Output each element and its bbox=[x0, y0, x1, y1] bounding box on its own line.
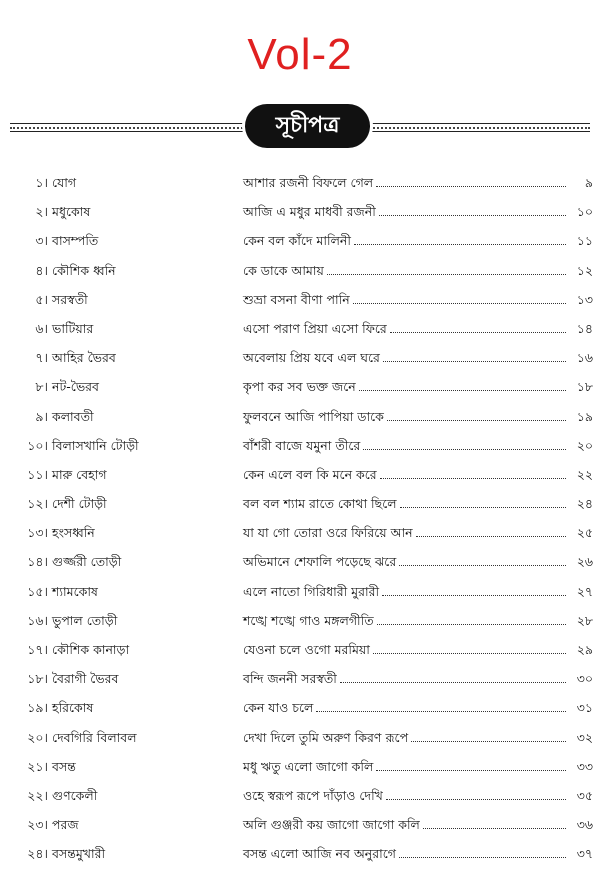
song-title: আজি এ মধুর মাধবী রজনী bbox=[243, 204, 376, 220]
raga-name: বসন্ত bbox=[52, 758, 76, 774]
song-title: বাঁশরী বাজে যমুনা তীরে bbox=[243, 437, 361, 453]
page-number: ১৮ bbox=[576, 379, 593, 395]
song-title: বন্দি জননী সরস্বতী bbox=[243, 671, 337, 687]
entry-number: ২৩। bbox=[27, 817, 48, 833]
raga-name: বৈরাগী ভৈরব bbox=[52, 671, 119, 687]
toc-entry[interactable] bbox=[0, 431, 600, 460]
song-line bbox=[243, 781, 593, 810]
dot-leader bbox=[416, 536, 566, 537]
song-line bbox=[243, 635, 593, 664]
entry-number: ৪। bbox=[35, 262, 48, 278]
contents-banner: সূচীপত্র bbox=[245, 104, 370, 148]
song-title: এসো পরাণ প্রিয়া এসো ফিরে bbox=[243, 320, 387, 336]
song-title: অলি গুঞ্জরী কয় জাগো জাগো কলি bbox=[243, 817, 420, 833]
dot-leader bbox=[379, 215, 566, 216]
toc-entry[interactable] bbox=[0, 635, 600, 664]
song-title: দেখা দিলে তুমি অরুণ কিরণ রূপে bbox=[243, 729, 409, 745]
toc-entry[interactable] bbox=[0, 810, 600, 839]
song-line bbox=[243, 343, 593, 372]
page-number: ২০ bbox=[576, 437, 593, 453]
page-number: ২৭ bbox=[576, 583, 593, 599]
raga-name: গুণকেলী bbox=[52, 787, 98, 803]
song-line bbox=[243, 518, 593, 547]
page-number: ৩০ bbox=[576, 671, 593, 687]
song-title: শুভ্রা বসনা বীণা পানি bbox=[243, 291, 350, 307]
song-line bbox=[243, 402, 593, 431]
page-number: ৩৬ bbox=[576, 817, 593, 833]
song-line bbox=[243, 577, 593, 606]
raga-name: গুর্জ্জরী তোড়ী bbox=[52, 554, 122, 570]
page-number: ২৪ bbox=[576, 496, 593, 512]
page-number: ১১ bbox=[576, 233, 593, 249]
toc-entry[interactable] bbox=[0, 606, 600, 635]
page-number: ১২ bbox=[576, 262, 593, 278]
entry-number: ৭। bbox=[35, 350, 48, 366]
dot-leader bbox=[377, 624, 566, 625]
page-number: ১৩ bbox=[576, 291, 593, 307]
toc-entry[interactable] bbox=[0, 460, 600, 489]
entry-number: ২১। bbox=[27, 758, 48, 774]
toc-entry[interactable] bbox=[0, 343, 600, 372]
dot-leader bbox=[399, 565, 566, 566]
song-line bbox=[243, 547, 593, 576]
dot-leader bbox=[411, 741, 566, 742]
toc-entry[interactable] bbox=[0, 226, 600, 255]
dot-leader bbox=[373, 653, 566, 654]
toc-entry[interactable] bbox=[0, 693, 600, 722]
page-number: ১০ bbox=[576, 204, 593, 220]
song-line bbox=[243, 723, 593, 752]
song-line bbox=[243, 752, 593, 781]
raga-name: মধুকোষ bbox=[52, 204, 91, 220]
song-title: ওহে স্বরূপ রূপে দাঁড়াও দেখি bbox=[243, 787, 383, 803]
toc-entry[interactable] bbox=[0, 256, 600, 285]
toc-entry[interactable] bbox=[0, 781, 600, 810]
dot-leader bbox=[399, 857, 566, 858]
dot-leader bbox=[380, 478, 566, 479]
song-line bbox=[243, 372, 593, 401]
entry-number: ১৬। bbox=[27, 612, 48, 628]
raga-name: শ্যামকোষ bbox=[52, 583, 98, 599]
dot-leader bbox=[354, 244, 566, 245]
entry-number: ২২। bbox=[27, 787, 48, 803]
raga-name: সরস্বতী bbox=[52, 291, 88, 307]
entry-number: ৯। bbox=[35, 408, 48, 424]
page-number: ২৮ bbox=[576, 612, 593, 628]
song-title: কে ডাকে আমায় bbox=[243, 262, 324, 278]
raga-name: দেশী টোড়ী bbox=[52, 496, 107, 512]
raga-name: দেবগিরি বিলাবল bbox=[52, 729, 137, 745]
song-title: কেন এলে বল কি মনে করে bbox=[243, 466, 377, 482]
toc-entry[interactable] bbox=[0, 518, 600, 547]
song-line bbox=[243, 839, 593, 868]
raga-name: বাসম্পতি bbox=[52, 233, 99, 249]
toc-entry[interactable] bbox=[0, 402, 600, 431]
dot-leader bbox=[363, 449, 566, 450]
raga-name: হরিকোষ bbox=[52, 700, 94, 716]
entry-number: ৮। bbox=[35, 379, 48, 395]
dot-leader bbox=[340, 682, 566, 683]
entry-number: ২০। bbox=[27, 729, 48, 745]
dot-leader bbox=[383, 361, 566, 362]
entry-number: ১৮। bbox=[27, 671, 48, 687]
toc-entry[interactable] bbox=[0, 372, 600, 401]
dot-leader bbox=[423, 828, 566, 829]
dot-leader bbox=[316, 711, 566, 712]
song-title: বসন্ত এলো আজি নব অনুরাগে bbox=[243, 846, 396, 862]
toc-entry[interactable] bbox=[0, 489, 600, 518]
toc-entry[interactable] bbox=[0, 314, 600, 343]
song-title: অভিমানে শেফালি পড়েছে ঝরে bbox=[243, 554, 397, 570]
toc-entry[interactable] bbox=[0, 285, 600, 314]
song-title: কৃপা কর সব ভক্ত জনে bbox=[243, 379, 356, 395]
toc-entry[interactable] bbox=[0, 547, 600, 576]
toc-entry[interactable] bbox=[0, 168, 600, 197]
page-number: ৩৫ bbox=[576, 787, 593, 803]
page-number: ৩১ bbox=[576, 700, 593, 716]
entry-number: ১৯। bbox=[27, 700, 48, 716]
toc-entry[interactable] bbox=[0, 577, 600, 606]
page-number: ১৪ bbox=[576, 320, 593, 336]
page-number: ২৫ bbox=[576, 525, 593, 541]
dot-leader bbox=[353, 303, 566, 304]
raga-name: কলাবতী bbox=[52, 408, 94, 424]
song-line bbox=[243, 693, 593, 722]
toc-entry[interactable] bbox=[0, 752, 600, 781]
toc-entry[interactable] bbox=[0, 723, 600, 752]
page-number: ২২ bbox=[576, 466, 593, 482]
entry-number: ১৪। bbox=[27, 554, 48, 570]
song-title: শঙ্খে শঙ্খে গাও মঙ্গলগীতি bbox=[243, 612, 374, 628]
entry-number: ১২। bbox=[27, 496, 48, 512]
volume-title: Vol-2 bbox=[247, 30, 353, 79]
song-line bbox=[243, 314, 593, 343]
entry-number: ১১। bbox=[27, 466, 48, 482]
dot-leader bbox=[400, 507, 566, 508]
raga-name: যোগ bbox=[52, 175, 77, 190]
raga-name: কৌশিক ধ্বনি bbox=[52, 262, 116, 278]
dot-leader bbox=[386, 799, 566, 800]
entry-number: ৫। bbox=[35, 291, 48, 307]
page-number: ৩৩ bbox=[576, 758, 593, 774]
entry-number: ২৪। bbox=[27, 846, 48, 862]
song-line bbox=[243, 197, 593, 226]
song-line bbox=[243, 285, 593, 314]
dot-leader bbox=[382, 595, 566, 596]
page-number: ৯ bbox=[584, 175, 593, 190]
raga-name: ভাটিয়ার bbox=[52, 320, 94, 336]
page-number: ১৬ bbox=[576, 350, 593, 366]
entry-number: ১। bbox=[35, 175, 48, 190]
song-title: আশার রজনী বিফলে গেল bbox=[243, 175, 374, 190]
entry-number: ১৫। bbox=[27, 583, 48, 599]
raga-name: বিলাসখানি টোড়ী bbox=[52, 437, 139, 453]
song-line bbox=[243, 226, 593, 255]
dot-leader bbox=[327, 274, 566, 275]
page-number: ২৯ bbox=[576, 642, 593, 657]
song-line bbox=[243, 256, 593, 285]
raga-name: নট-ভৈরব bbox=[52, 379, 99, 395]
song-line bbox=[243, 489, 593, 518]
song-line bbox=[243, 810, 593, 839]
dot-leader bbox=[387, 420, 566, 421]
toc-entry[interactable] bbox=[0, 197, 600, 226]
entry-number: ৩। bbox=[35, 233, 48, 249]
toc-entry[interactable] bbox=[0, 664, 600, 693]
dot-leader bbox=[390, 332, 566, 333]
entry-number: ১০। bbox=[27, 437, 48, 453]
toc-entry[interactable] bbox=[0, 839, 600, 868]
song-title: এলে নাতো গিরিধারী মুরারী bbox=[243, 583, 380, 599]
raga-name: বসন্তমুখারী bbox=[52, 846, 106, 862]
dot-leader bbox=[376, 186, 566, 187]
raga-name: আহির ভৈরব bbox=[52, 350, 116, 366]
song-title: কেন যাও চলে bbox=[243, 700, 314, 716]
song-title: বল বল শ্যাম রাতে কোথা ছিলে bbox=[243, 496, 397, 512]
dot-leader bbox=[359, 390, 566, 391]
page-number: ২৬ bbox=[576, 554, 593, 570]
raga-name: ভুপাল তোড়ী bbox=[52, 612, 118, 628]
song-title: মধু ঋতু এলো জাগো কলি bbox=[243, 758, 374, 774]
page-number: ৩৭ bbox=[576, 846, 593, 862]
song-line bbox=[243, 431, 593, 460]
raga-name: মারু বেহাগ bbox=[52, 466, 107, 482]
song-title: অবেলায় প্রিয় যবে এল ঘরে bbox=[243, 350, 380, 366]
entry-number: ৬। bbox=[35, 320, 48, 336]
entry-number: ১৩। bbox=[27, 525, 48, 541]
raga-name: পরজ bbox=[52, 817, 79, 833]
song-title: যেওনা চলে ওগো মরমিয়া bbox=[243, 642, 370, 657]
entry-number: ২। bbox=[35, 204, 48, 220]
page-number: ১৯ bbox=[576, 408, 593, 424]
song-line bbox=[243, 168, 593, 197]
song-title: কেন বল কাঁদে মালিনী bbox=[243, 233, 351, 249]
dot-leader bbox=[376, 770, 566, 771]
raga-name: কৌশিক কানাড়া bbox=[52, 642, 130, 657]
song-line bbox=[243, 664, 593, 693]
page-number: ৩২ bbox=[576, 729, 593, 745]
entry-number: ১৭। bbox=[27, 642, 48, 657]
song-line bbox=[243, 606, 593, 635]
song-title: যা যা গো তোরা ওরে ফিরিয়ে আন bbox=[243, 525, 413, 541]
song-line bbox=[243, 460, 593, 489]
raga-name: হংসধ্বনি bbox=[52, 525, 95, 541]
song-title: ফুলবনে আজি পাপিয়া ডাকে bbox=[243, 408, 384, 424]
table-of-contents bbox=[0, 168, 600, 869]
